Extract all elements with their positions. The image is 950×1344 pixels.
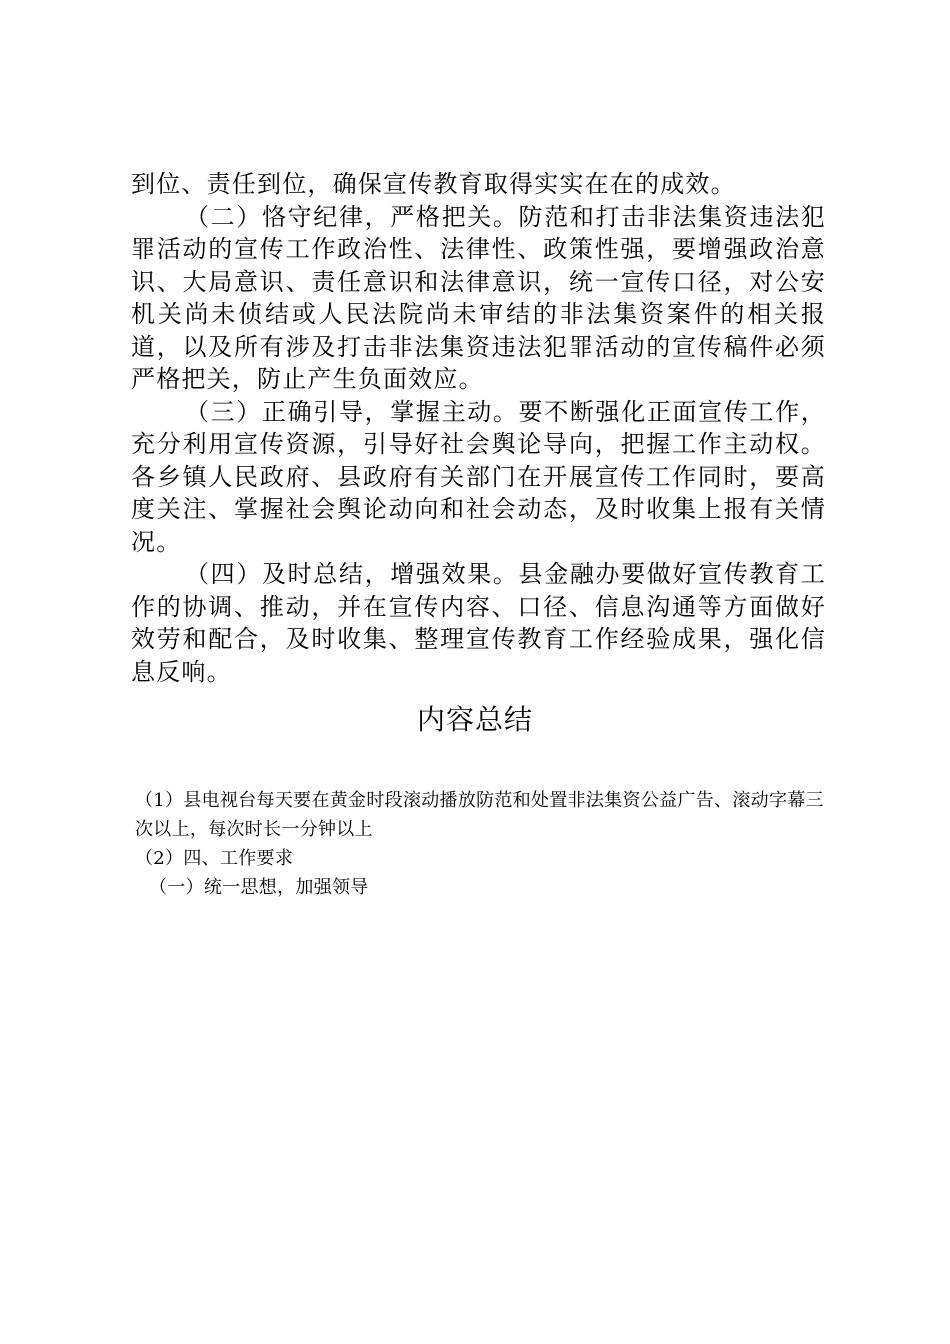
document-body [131, 168, 826, 688]
summary-item: （2）四、工作要求 [135, 848, 294, 869]
summary-item: （1）县电视台每天要在黄金时段滚动播放防范和处置非法集资公益广告、滚动字幕三次以上，每次时长一分钟以上 [135, 790, 824, 840]
summary-list [135, 786, 835, 902]
continuation-paragraph: 到位、责任到位，确保宣传教育取得实实在在的成效。 [131, 170, 736, 198]
paragraph-discipline: （二）恪守纪律，严格把关。防范和打击非法集资违法犯罪活动的宣传工作政治性、法律性、政策性强，要增强政治意识、大局意识、责任意识和法律意识，统一宣传口径，对公安机关尚未侦结或人民法院尚未审结的非法集资案件的相关报道，以及所有涉及打击非法集资违法犯罪活动的宣传稿件必须严格把关，防止产生负面效应。 [131, 202, 826, 393]
paragraph-summary-effect: （四）及时总结，增强效果。县金融办要做好宣传教育工作的协调、推动，并在宣传内容、口径、信息沟通等方面做好效劳和配合，及时收集、整理宣传教育工作经验成果，强化信息反响。 [131, 560, 826, 686]
paragraph-guidance: （三）正确引导，掌握主动。要不断强化正面宣传工作，充分利用宣传资源，引导好社会舆论导向，把握工作主动权。各乡镇人民政府、县政府有关部门在开展宣传工作同时，要高度关注、掌握社会舆论动向和社会动态，及时收集上报有关情况。 [131, 397, 826, 556]
summary-title: 内容总结 [416, 703, 533, 736]
summary-item: （一）统一思想，加强领导 [149, 877, 369, 898]
